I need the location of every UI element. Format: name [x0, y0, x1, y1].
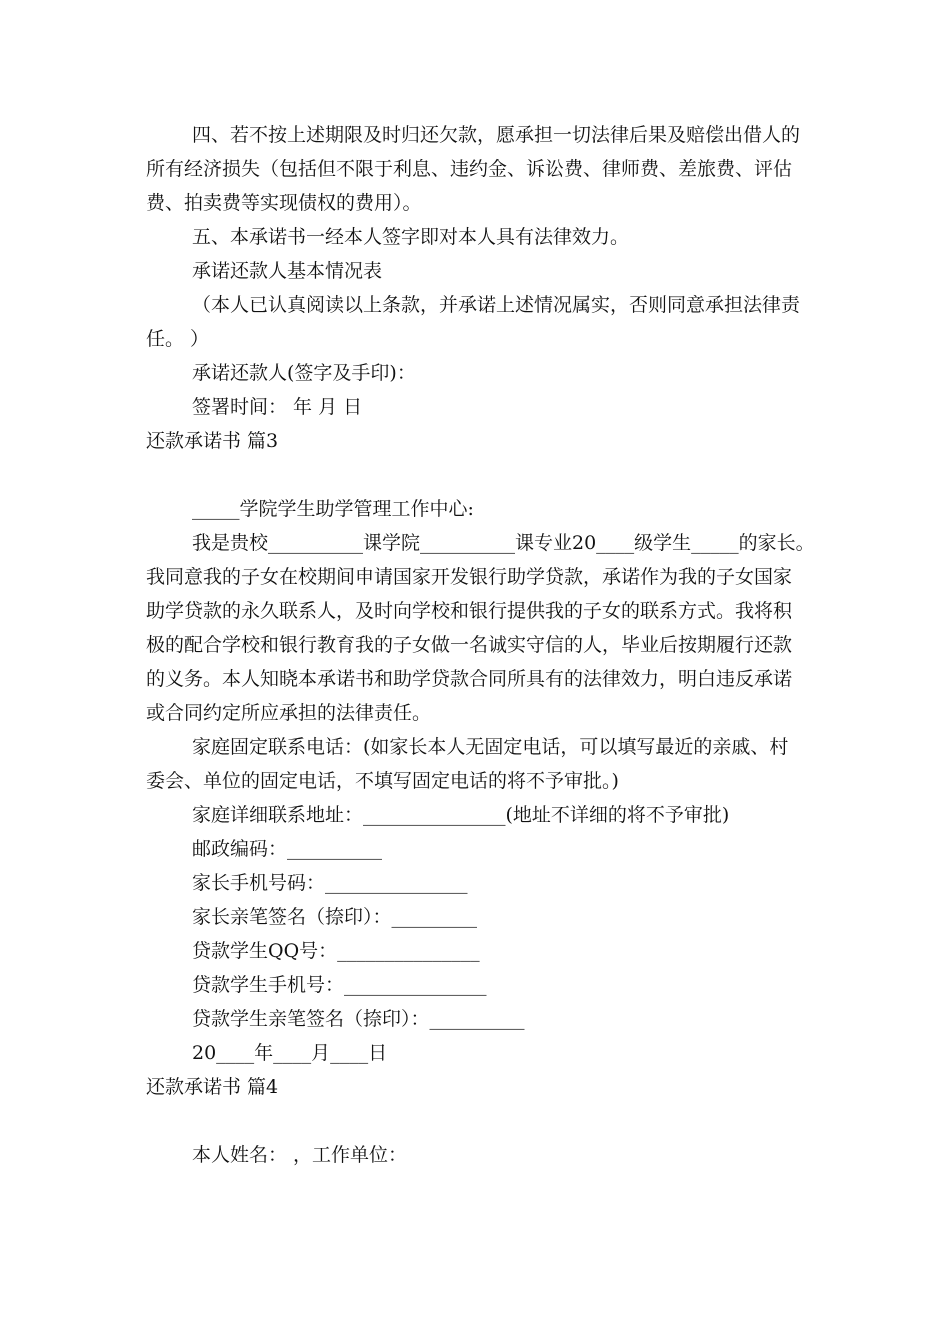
clause-4-line-1: 四、若不按上述期限及时归还欠款，愿承担一切法律后果及赔偿出借人的: [192, 124, 801, 146]
addressee-line: _____学院学生助学管理工作中心:: [192, 498, 474, 520]
info-table-title: 承诺还款人基本情况表: [192, 260, 383, 282]
home-phone-line-2: 委会、单位的固定电话，不填写固定电话的将不予审批。): [146, 770, 619, 792]
home-address-field: 家庭详细联系地址：_______________(地址不详细的将不予审批): [192, 804, 730, 826]
student-mobile-field: 贷款学生手机号：_______________: [192, 974, 487, 996]
signer-field: 承诺还款人(签字及手印)：: [192, 362, 416, 384]
clause-4-line-2: 所有经济损失（包括但不限于利息、违约金、诉讼费、律师费、差旅费、评估: [146, 158, 793, 180]
parent-body-line-1: 我同意我的子女在校期间申请国家开发银行助学贷款，承诺作为我的子女国家: [146, 566, 793, 588]
clause-5: 五、本承诺书一经本人签字即对本人具有法律效力。: [192, 226, 630, 248]
declaration-line-1: （本人已认真阅读以上条款，并承诺上述情况属实，否则同意承担法律责: [192, 294, 801, 316]
parent-body-line-5: 或合同约定所应承担的法律责任。: [146, 702, 432, 724]
spacer: [146, 458, 810, 492]
name-employer-field: 本人姓名： ，工作单位：: [192, 1144, 408, 1166]
student-qq-field: 贷款学生QQ号：_______________: [192, 940, 480, 962]
home-phone-line-1: 家庭固定联系电话：(如家长本人无固定电话，可以填写最近的亲戚、村: [192, 736, 789, 758]
parent-body-line-4: 的义务。本人知晓本承诺书和助学贷款合同所具有的法律效力，明白违反承诺: [146, 668, 793, 690]
declaration-line-2: 任。 ）: [146, 328, 210, 350]
document-body: [146, 118, 815, 1172]
student-signature-field: 贷款学生亲笔签名（捺印）：__________: [192, 1008, 525, 1030]
clause-4-line-3: 费、拍卖费等实现债权的费用）。: [146, 192, 422, 214]
section-heading-4: 还款承诺书 篇4: [146, 1076, 279, 1098]
spacer: [146, 1104, 810, 1138]
sign-date-field: 签署时间： 年 月 日: [192, 396, 363, 418]
parent-mobile-field: 家长手机号码：_______________: [192, 872, 468, 894]
date-field: 20____年____月____日: [192, 1042, 388, 1064]
parent-body-line-2: 助学贷款的永久联系人，及时向学校和银行提供我的子女的联系方式。我将积: [146, 600, 793, 622]
parent-intro-line: 我是贵校__________课学院__________课专业20____级学生_____的家长。: [192, 532, 815, 554]
postal-code-field: 邮政编码：__________: [192, 838, 383, 860]
parent-body-line-3: 极的配合学校和银行教育我的子女做一名诚实守信的人，毕业后按期履行还款: [146, 634, 793, 656]
section-heading-3: 还款承诺书 篇3: [146, 430, 279, 452]
parent-signature-field: 家长亲笔签名（捺印）：_________: [192, 906, 478, 928]
